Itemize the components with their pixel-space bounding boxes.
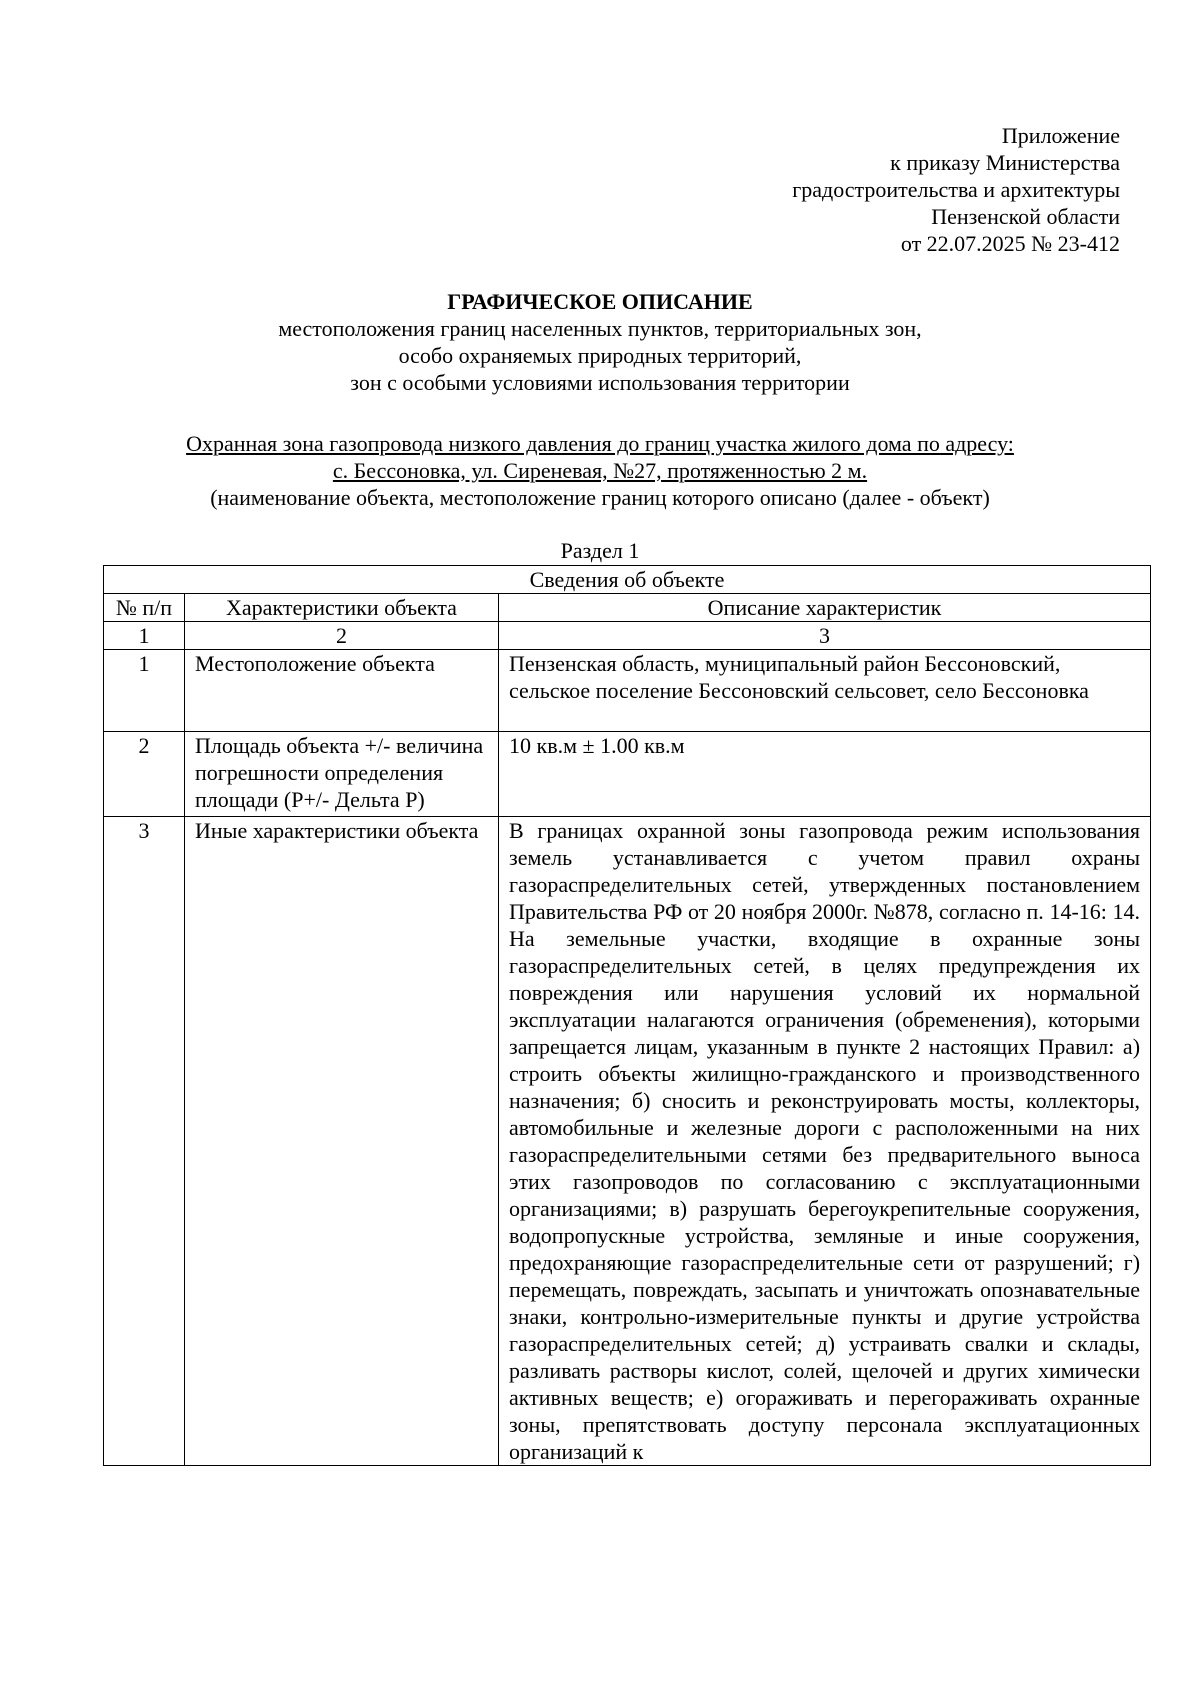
row-characteristic: Местоположение объекта [185, 650, 499, 732]
object-name-line: с. Бессоновка, ул. Сиреневая, №27, протяженностью 2 м. [332, 458, 868, 483]
row-number: 2 [104, 732, 185, 817]
row-number: 1 [104, 650, 185, 732]
row-number: 3 [104, 817, 185, 1466]
table-caption: Сведения об объекте [104, 566, 1151, 594]
column-number-cell: 1 [104, 622, 185, 650]
subtitle-line: особо охраняемых природных территорий, [398, 343, 802, 368]
approval-line: к приказу Министерства [890, 150, 1120, 175]
table-row [104, 732, 1151, 817]
subtitle-line: местоположения границ населенных пунктов, территориальных зон, [278, 316, 922, 341]
table-header-row [104, 594, 1151, 622]
object-name-line: Охранная зона газопровода низкого давления до границ участка жилого дома по адресу: [186, 431, 1014, 456]
column-number-cell: 2 [185, 622, 499, 650]
header-cell: Характеристики объекта [185, 594, 499, 622]
approval-line: Пензенской области [931, 204, 1120, 229]
approval-line: градостроительства и архитектуры [792, 177, 1120, 202]
row-description: В границах охранной зоны газопровода режим использования земель устанавливается с учетом правил охраны газораспределительных сетей, утвержденных постановлением Правительства РФ от 20 ноября 2000г. №878, согласно п. 14-16: 14. На земельные участки, входящие в охранные зоны газораспределительных сетей, в целях предупреждения их повреждения или нарушения условий их нормальной эксплуатации налагаются ограничения (обременения), которыми запрещается лицам, указанным в пункте 2 настоящих Правил: а) строить объекты жилищно-гражданского и производственного назначения; б) сносить и реконструировать мосты, коллекторы, автомобильные и железные дороги с расположенными на них газораспределительными сетями без предварительного выноса этих газопроводов по согласованию с эксплуатационными организациями; в) разрушать берегоукрепительные сооружения, водопропускные устройства, земляные и иные сооружения, предохраняющие газораспределительные сети от разрушений; г) перемещать, повреждать, засыпать и уничтожать опознавательные знаки, контрольно-измерительные пункты и другие устройства газораспределительных сетей; д) устраивать свалки и склады, разливать растворы кислот, солей, щелочей и других химически активных веществ; е) огораживать и перегораживать охранные зоны, препятствовать доступу персонала эксплуатационных организаций к [499, 817, 1151, 1466]
header-cell: № п/п [104, 594, 185, 622]
row-characteristic: Иные характеристики объекта [185, 817, 499, 1466]
subtitle-line: зон с особыми условиями использования территории [350, 370, 850, 395]
approval-block [792, 122, 1120, 257]
column-number-row [104, 622, 1151, 650]
header-cell: Описание характеристик [499, 594, 1151, 622]
document-subtitle [0, 315, 1200, 396]
row-description: 10 кв.м ± 1.00 кв.м [499, 732, 1151, 817]
section-label: Раздел 1 [560, 538, 640, 563]
document-title: ГРАФИЧЕСКОЕ ОПИСАНИЕ [447, 289, 753, 314]
approval-line: Приложение [1001, 123, 1120, 148]
column-number-cell: 3 [499, 622, 1151, 650]
table-row [104, 817, 1151, 1466]
object-info-table [103, 565, 1151, 1466]
object-name-caption: (наименование объекта, местоположение границ которого описано (далее - объект) [210, 485, 990, 510]
row-description: Пензенская область, муниципальный район Бессоновский, сельское поселение Бессоновский сельсовет, село Бессоновка [499, 650, 1151, 732]
approval-line: от 22.07.2025 № 23-412 [900, 231, 1120, 256]
table-row [104, 650, 1151, 732]
row-characteristic: Площадь объекта +/- величина погрешности определения площади (Р+/- Дельта Р) [185, 732, 499, 817]
object-name-block [0, 430, 1200, 511]
table-caption-row [104, 566, 1151, 594]
